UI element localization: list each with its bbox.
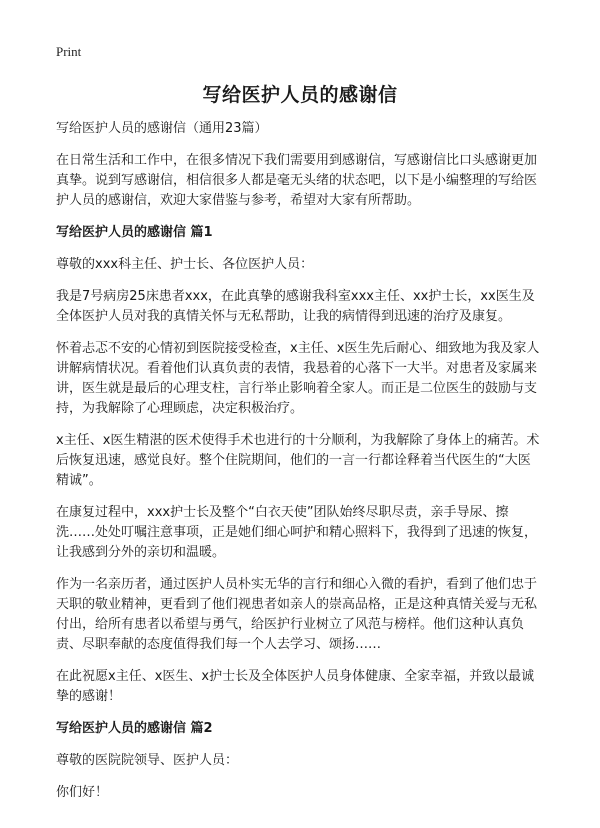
article-body — [56, 119, 541, 815]
article-subtitle: 写给医护人员的感谢信（通用23篇） — [56, 121, 268, 136]
body-paragraph: 作为一名亲历者，通过医护人员朴实无华的言行和细心入微的看护，看到了他们忠于天职的敬业精神，更看到了他们视患者如亲人的崇高品格，正是这种真情关爱与无私付出，给所有患者以希望与勇气，给医护行业树立了风范与榜样。他们这种认真负责、尽职奉献的态度值得我们每一个人去学习、颂扬…… — [56, 577, 538, 652]
body-paragraph: 在康复过程中，xxx护士长及整个“白衣天使”团队始终尽职尽责，亲手导尿、擦洗……处处叮嘱注意事项，正是她们细心呵护和精心照料下，我得到了迅速的恢复，让我感到分外的亲切和温暖。 — [56, 505, 538, 560]
page-title: 写给医护人员的感谢信 — [202, 84, 398, 106]
body-paragraph: 我是7号病房25床患者xxx，在此真挚的感谢我科室xxx主任、xx护士长，xx医生及全体医护人员对我的真情关怀与无私帮助，让我的病情得到迅速的治疗及康复。 — [56, 289, 535, 324]
body-paragraph: 怀着忐忑不安的心情初到医院接受检查，x主任、x医生先后耐心、细致地为我及家人讲解病情状况。看着他们认真负责的表情，我悬着的心落下一大半。对患者及家属来讲，医生就是最后的心理支柱，言行举止影响着全家人。而正是二位医生的鼓励与支持，为我解除了心理顾虑，决定积极治疗。 — [56, 341, 540, 416]
salutation: 尊敬的xxx科主任、护士长、各位医护人员： — [56, 257, 314, 272]
section-2 — [56, 719, 541, 803]
greeting: 你们好！ — [56, 785, 109, 800]
closing-paragraph: 在此祝愿x主任、x医生、x护士长及全体医护人员身体健康、全家幸福，并致以最诚挚的感谢！ — [56, 669, 535, 704]
section-heading: 写给医护人员的感谢信 篇2 — [56, 721, 213, 736]
salutation: 尊敬的医院院领导、医护人员： — [56, 753, 239, 768]
print-link[interactable]: Print — [56, 44, 82, 59]
section-1 — [56, 223, 541, 707]
body-paragraph: x主任、x医生精湛的医术使得手术也进行的十分顺利，为我解除了身体上的痛苦。术后恢复迅速，感觉良好。整个住院期间，他们的一言一行都诠释着当代医生的“大医精诚”。 — [56, 433, 540, 488]
intro-paragraph: 在日常生活和工作中，在很多情况下我们需要用到感谢信，写感谢信比口头感谢更加真挚。说到写感谢信，相信很多人都是毫无头绪的状态吧，以下是小编整理的写给医护人员的感谢信，欢迎大家借鉴与参考，希望对大家有所帮助。 — [56, 153, 538, 208]
section-heading: 写给医护人员的感谢信 篇1 — [56, 225, 213, 240]
